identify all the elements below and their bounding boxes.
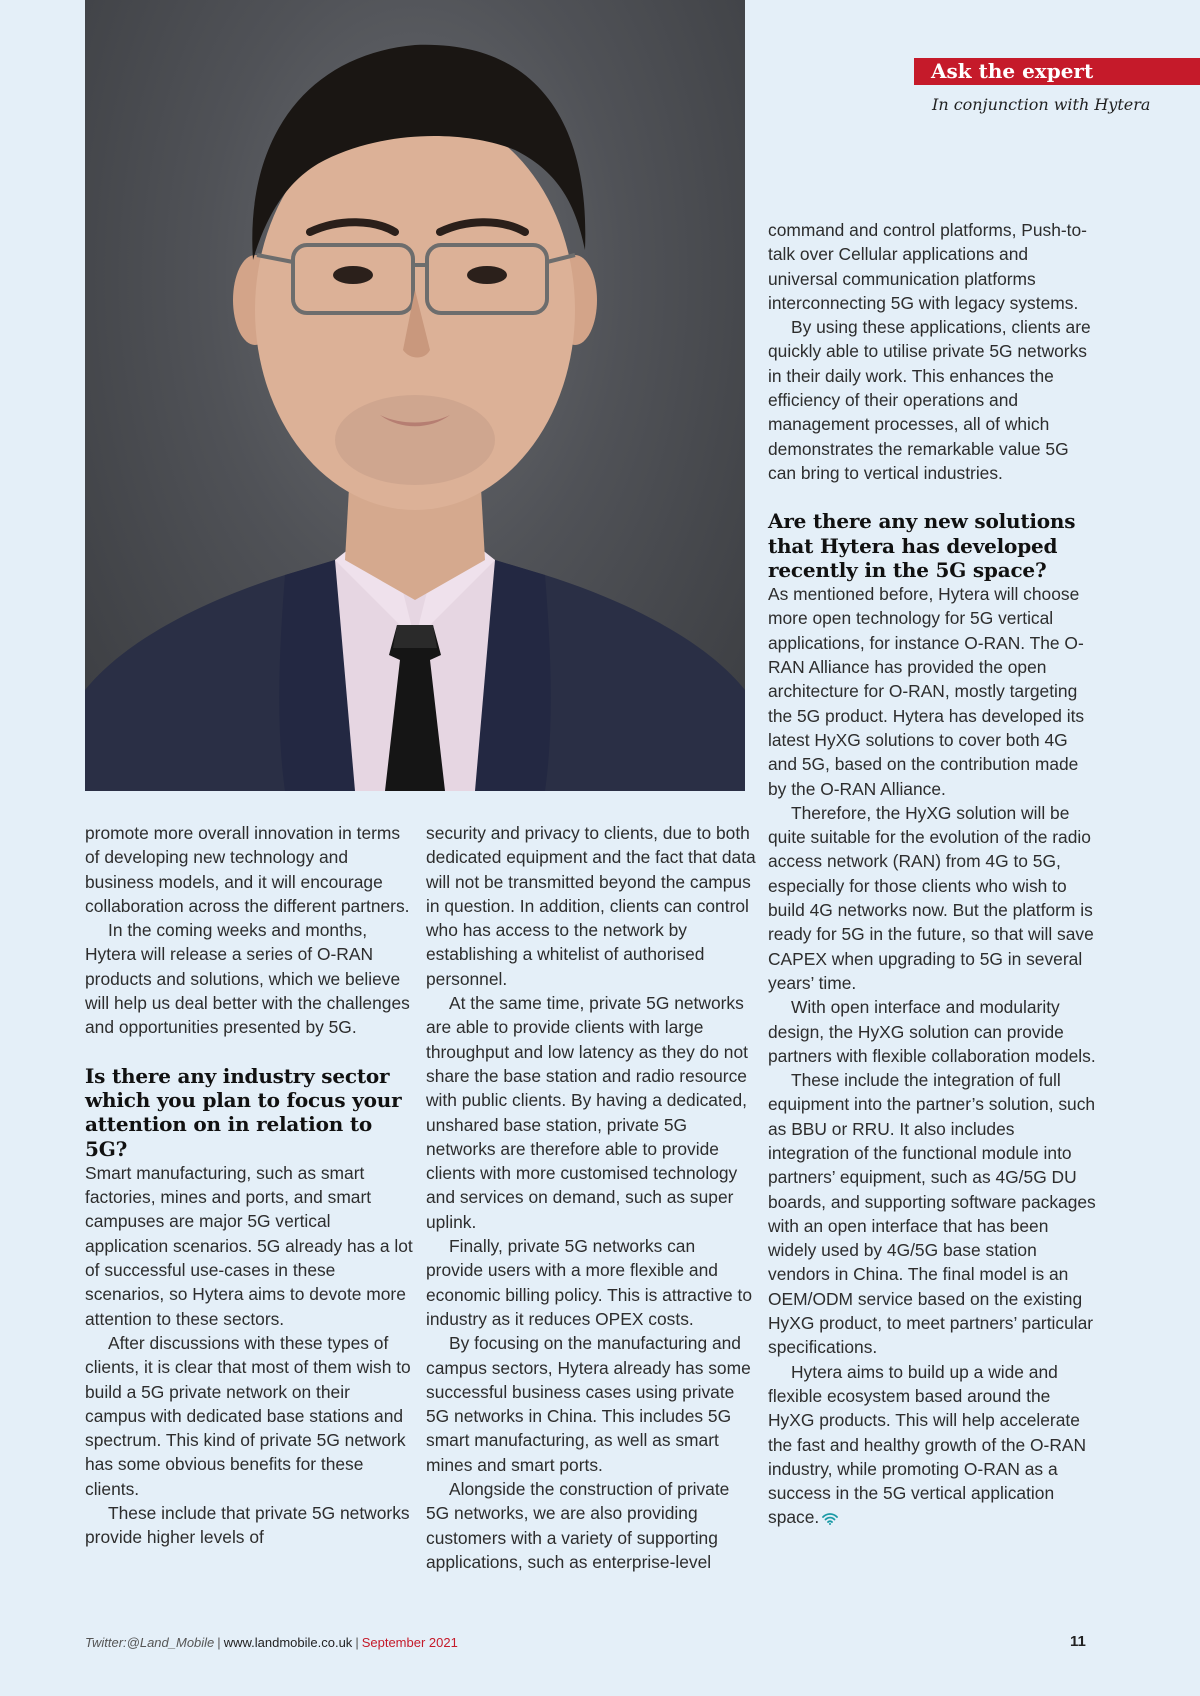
section-heading: Is there any industry sector which you plan to focus your attention on in relation to 5G? — [85, 1063, 402, 1161]
paragraph: Therefore, the HyXG solution will be quite suitable for the evolution of the radio access network (RAN) from 4G to 5G, especially for those clients who wish to build 4G networks now. But the platform is ready for 5G in the future, so that will save CAPEX when upgrading to 5G in several years’ time. — [768, 802, 1094, 993]
section-heading: Are there any new solutions that Hytera has developed recently in the 5G space? — [768, 509, 1076, 582]
paragraph: As mentioned before, Hytera will choose more open technology for 5G vertical applications, for instance O-RAN. The O-RAN Alliance has provided the open architecture for O-RAN, mostly targeting the 5G product. Hytera has developed its latest HyXG solutions to cover both 4G and 5G, based on the contribution made by the O-RAN Alliance. — [768, 584, 1085, 799]
footer-separator: | — [355, 1635, 359, 1650]
footer-separator: | — [217, 1635, 221, 1650]
paragraph: With open interface and modularity design, the HyXG solution can provide partners with flexible collaboration models. — [768, 997, 1096, 1066]
wifi-signal-icon — [822, 1513, 838, 1525]
paragraph: promote more overall innovation in terms of developing new technology and business models, and it will encourage collaboration across the different partners. — [85, 823, 410, 916]
page-number: 11 — [1070, 1633, 1086, 1650]
section-subtitle: In conjunction with Hytera — [932, 95, 1151, 114]
paragraph: By using these applications, clients are quickly able to utilise private 5G networks in their daily work. This enhances the efficiency of their operations and management processes, all of which demonstrates the remarkable value 5G can bring to vertical industries. — [768, 317, 1091, 483]
paragraph: Finally, private 5G networks can provide users with a more flexible and economic billing policy. This is attractive to industry as it reduces OPEX costs. — [426, 1236, 753, 1329]
article-column-1 — [85, 821, 415, 1550]
issue-date: September 2021 — [361, 1635, 458, 1650]
section-tag-label: Ask the expert — [931, 59, 1094, 83]
paragraph: At the same time, private 5G networks are able to provide clients with large throughput and low latency as they do not share the base station and radio resource with public clients. By having a dedicated, unshared base station, private 5G networks are therefore able to provide clients with more customised technology and services on demand, such as super uplink. — [426, 993, 748, 1232]
paragraph: By focusing on the manufacturing and campus sectors, Hytera already has some successful business cases using private 5G networks in China. This includes 5G smart manufacturing, as well as smart mines and smart ports. — [426, 1333, 751, 1475]
paragraph-text: Hytera aims to build up a wide and flexible ecosystem based around the HyXG products. This will help accelerate the fast and healthy growth of the O-RAN industry, while promoting O-RAN as a success in the 5G vertical application space. — [768, 1361, 1087, 1528]
twitter-handle[interactable]: Twitter:@Land_Mobile — [85, 1635, 215, 1650]
paragraph: command and control platforms, Push-to-talk over Cellular applications and universal communication platforms interconnecting 5G with legacy systems. — [768, 220, 1087, 313]
portrait-photo — [85, 0, 745, 791]
paragraph: Smart manufacturing, such as smart factories, mines and ports, and smart campuses are major 5G vertical application scenarios. 5G already has a lot of successful use-cases in these scenarios, so Hytera aims to devote more attention to these sectors. — [85, 1162, 413, 1329]
paragraph-final — [768, 1360, 1098, 1530]
paragraph: Alongside the construction of private 5G networks, we are also providing customers with a variety of supporting applications, such as enterprise-level — [426, 1479, 730, 1572]
paragraph: After discussions with these types of clients, it is clear that most of them wish to build a 5G private network on their campus with dedicated base stations and spectrum. This kind of private 5G network has some obvious benefits for these clients. — [85, 1332, 411, 1499]
website-link[interactable]: www.landmobile.co.uk — [223, 1635, 353, 1650]
article-column-2 — [426, 821, 756, 1574]
paragraph: security and privacy to clients, due to both dedicated equipment and the fact that data will not be transmitted beyond the campus in question. In addition, clients can control who has access to the network by establishing a whitelist of authorised personnel. — [426, 823, 756, 989]
article-column-3 — [768, 218, 1098, 1530]
paragraph: In the coming weeks and months, Hytera will release a series of O-RAN products and solutions, which we believe will help us deal better with the challenges and opportunities presented by 5G. — [85, 920, 410, 1038]
page-footer — [85, 1635, 458, 1650]
paragraph: These include that private 5G networks provide higher levels of — [85, 1503, 410, 1548]
section-tag — [914, 58, 1200, 85]
paragraph: These include the integration of full equipment into the partner’s solution, such as BBU or RRU. It also includes integration of the functional module into partners’ equipment, such as 4G/5G DU boards, and supporting software packages with an open interface that has been widely used by 4G/5G base station vendors in China. The final model is an OEM/ODM service based on the existing HyXG product, to meet partners’ particular specifications. — [768, 1070, 1096, 1358]
